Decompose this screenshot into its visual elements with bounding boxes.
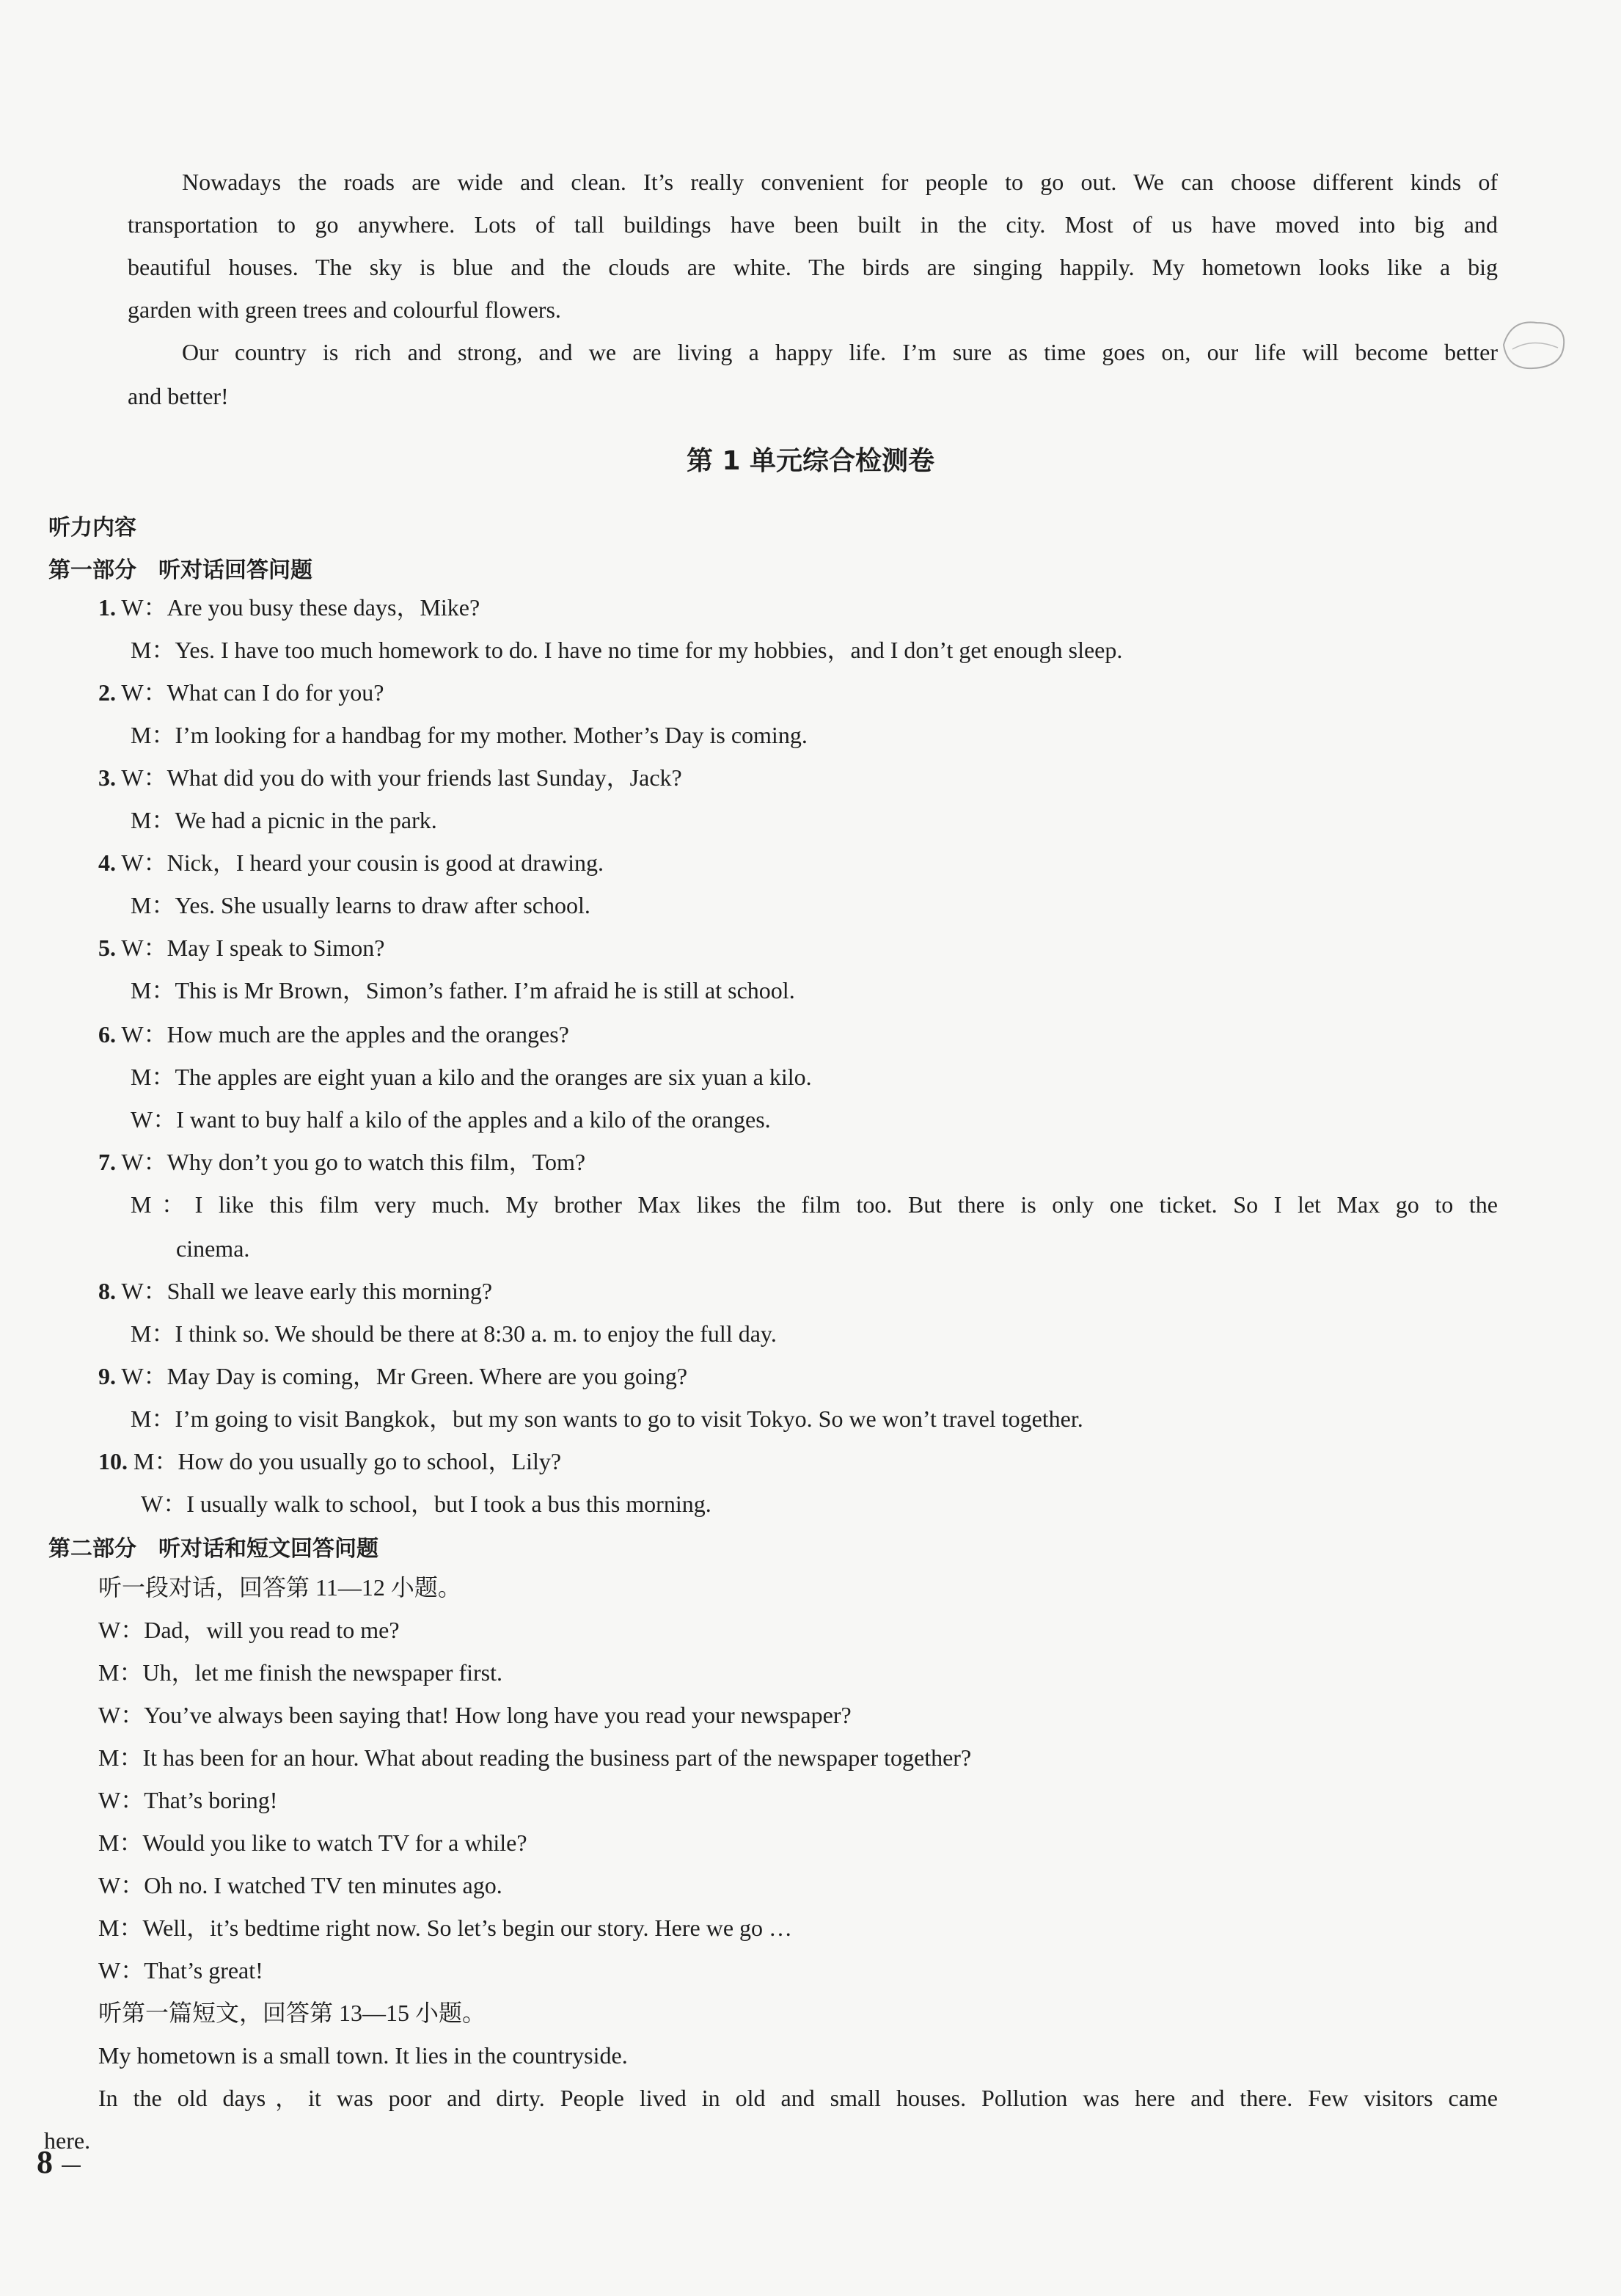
dialogue-line: M：The apples are eight yuan a kilo and the oranges are six yuan a kilo.	[131, 1064, 812, 1090]
list-item	[98, 933, 384, 962]
dialogue-line: M：How do you usually go to school，Lily?	[133, 1448, 562, 1474]
item-number: 7.	[98, 1149, 116, 1175]
item-number: 2.	[98, 679, 116, 706]
instruction-line: 听第一篇短文，回答第 13—15 小题。	[98, 2000, 486, 2026]
item-number: 5.	[98, 935, 116, 961]
part1-heading: 第一部分 听对话回答问题	[48, 557, 312, 583]
list-item	[98, 1447, 561, 1476]
list-item	[98, 593, 480, 622]
passage-line: here.	[44, 2127, 91, 2154]
passage-line: transportation to go anywhere. Lots of tall buildings have been built in the city. Most of us have moved into big and	[128, 211, 1498, 238]
page-number-rule	[62, 2165, 81, 2167]
passage-line: Our country is rich and strong, and we are living a happy life. I’m sure as time goes on, our life will become better	[182, 339, 1498, 365]
passage-line: garden with green trees and colourful flowers.	[128, 296, 561, 323]
list-item	[98, 678, 384, 707]
dialogue-line: M：I’m going to visit Bangkok，but my son wants to go to visit Tokyo. So we won’t travel together.	[131, 1405, 1083, 1432]
dialogue-line: W：Oh no. I watched TV ten minutes ago.	[98, 1872, 502, 1898]
section-label: 听力内容	[48, 515, 136, 541]
dialogue-line: W：I usually walk to school，but I took a bus this morning.	[141, 1491, 711, 1517]
dialogue-line: M：I like this film very much. My brother Max likes the film too. But there is only one ticket. So I let Max go to the	[131, 1191, 1498, 1218]
item-number: 3.	[98, 764, 116, 791]
dialogue-line: W：Shall we leave early this morning?	[121, 1278, 493, 1304]
list-item	[98, 1020, 569, 1049]
instruction-line: 听一段对话，回答第 11—12 小题。	[98, 1574, 461, 1601]
list-item	[98, 1147, 585, 1177]
list-item	[98, 1361, 687, 1391]
passage-line: In the old days，it was poor and dirty. People lived in old and small houses. Pollution was here and there. Few visitors came	[98, 2085, 1498, 2111]
passage-line: Nowadays the roads are wide and clean. It’s really convenient for people to go out. We can choose different kinds of	[182, 169, 1498, 195]
page-number: 8	[37, 2144, 53, 2180]
dialogue-line: W：Nick，I heard your cousin is good at drawing.	[121, 849, 604, 876]
list-item	[98, 1276, 492, 1306]
item-number: 10.	[98, 1448, 128, 1474]
item-number: 4.	[98, 849, 116, 876]
item-number: 1.	[98, 594, 116, 621]
dialogue-line: M：It has been for an hour. What about reading the business part of the newspaper together?	[98, 1744, 972, 1771]
dialogue-line: M：This is Mr Brown，Simon’s father. I’m afraid he is still at school.	[131, 977, 795, 1003]
list-item	[98, 848, 604, 877]
dialogue-line: M：I think so. We should be there at 8:30 a. m. to enjoy the full day.	[131, 1320, 777, 1347]
dialogue-line: W：You’ve always been saying that! How long have you read your newspaper?	[98, 1702, 852, 1728]
dialogue-line: cinema.	[176, 1235, 250, 1262]
dialogue-line: W：That’s boring!	[98, 1787, 278, 1813]
dialogue-line: W：May I speak to Simon?	[121, 935, 385, 961]
dialogue-line: W：Why don’t you go to watch this film，Tom?	[121, 1149, 586, 1175]
dialogue-line: M：Would you like to watch TV for a while?	[98, 1829, 527, 1856]
dialogue-line: W：What can I do for you?	[121, 679, 384, 706]
passage-line: My hometown is a small town. It lies in the countryside.	[98, 2042, 628, 2069]
dialogue-line: W：Are you busy these days，Mike?	[121, 594, 480, 621]
list-item	[98, 763, 682, 792]
page-title: 第 1 单元综合检测卷	[686, 446, 935, 476]
item-number: 9.	[98, 1363, 116, 1389]
dialogue-line: W：What did you do with your friends last Sunday，Jack?	[121, 764, 682, 791]
part2-heading: 第二部分 听对话和短文回答问题	[48, 1536, 378, 1562]
watermark-stamp	[1496, 315, 1570, 374]
dialogue-line: W：May Day is coming，Mr Green. Where are you going?	[121, 1363, 688, 1389]
dialogue-line: W：How much are the apples and the oranges?	[121, 1021, 569, 1048]
dialogue-line: M：Well，it’s bedtime right now. So let’s begin our story. Here we go …	[98, 1915, 793, 1941]
dialogue-line: M：Uh，let me finish the newspaper first.	[98, 1659, 503, 1686]
item-number: 8.	[98, 1278, 116, 1304]
dialogue-line: M：I’m looking for a handbag for my mother. Mother’s Day is coming.	[131, 722, 808, 748]
dialogue-line: W：Dad，will you read to me?	[98, 1617, 400, 1643]
dialogue-line: M：Yes. I have too much homework to do. I have no time for my hobbies，and I don’t get enough sleep.	[131, 637, 1123, 663]
dialogue-line: M：Yes. She usually learns to draw after school.	[131, 892, 590, 918]
passage-line: beautiful houses. The sky is blue and the clouds are white. The birds are singing happily. My hometown looks like a big	[128, 254, 1498, 280]
dialogue-line: W：I want to buy half a kilo of the apples and a kilo of the oranges.	[131, 1106, 771, 1133]
dialogue-line: M：We had a picnic in the park.	[131, 807, 437, 833]
item-number: 6.	[98, 1021, 116, 1048]
passage-line: and better!	[128, 383, 229, 409]
dialogue-line: W：That’s great!	[98, 1957, 263, 1984]
